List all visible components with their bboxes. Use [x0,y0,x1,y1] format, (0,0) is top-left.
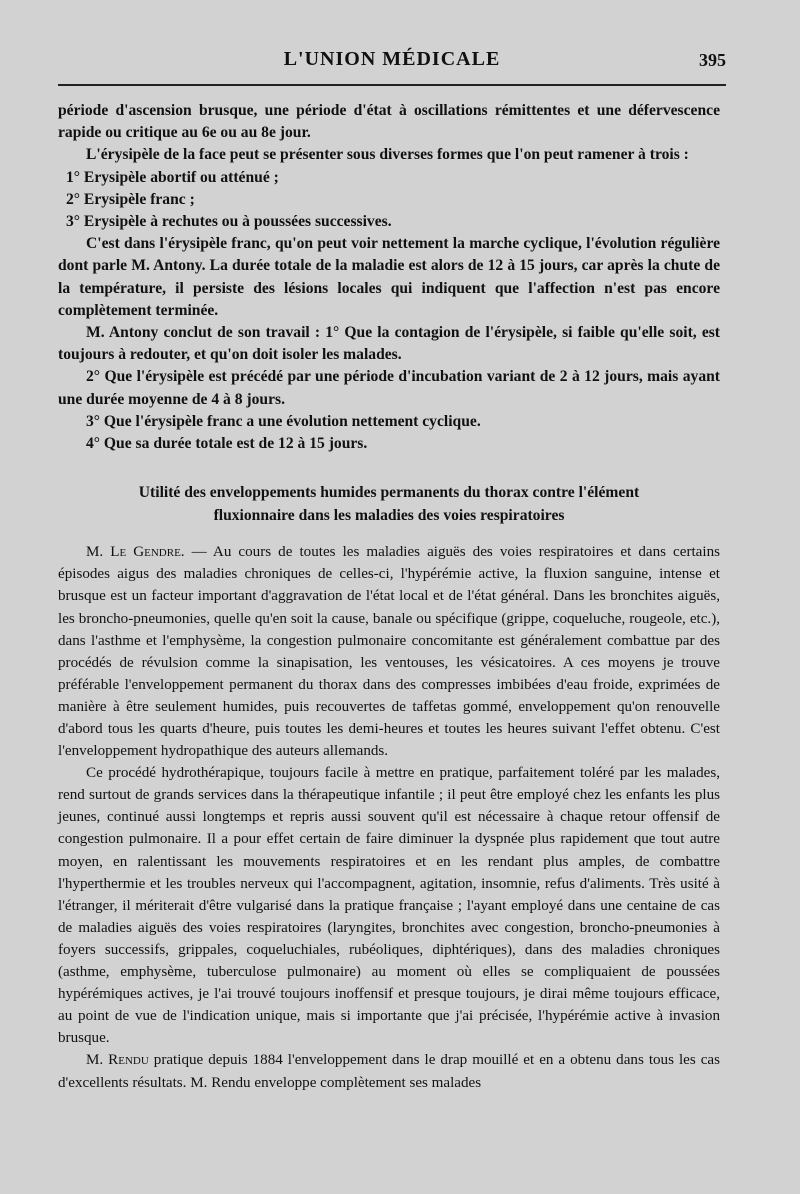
section-body [58,541,720,1093]
paragraph-conclusion-3: 3° Que l'érysipèle franc a une évolution nettement cyclique. [86,412,481,430]
paragraph-rendu-text: pratique depuis 1884 l'enveloppement dans le drap mouillé et en a obtenu dans tous les cas d'excellents résultats. M. Rendu enveloppe complètement ses malades [58,1052,720,1091]
section-heading-line-1: Utilité des enveloppements humides permanents du thorax contre l'élément [138,484,640,502]
running-title: L'UNION MÉDICALE [283,48,501,70]
paragraph-continuation: période d'ascension brusque, une période d'état à oscillations rémittentes et une défervescence rapide ou critique au 6e ou au 8e jour. [58,102,720,142]
article-body [58,86,720,1094]
author-name-rendu: M. Rendu [86,1052,149,1069]
paragraph-conclusion-2: 2° Que l'érysipèle est précédé par une période d'incubation variant de 2 à 12 jours, mais ayant une durée moyenne de 4 à 8 jours. [58,368,720,408]
section-heading [58,481,720,527]
list-item-relapses: 3° Erysipèle à rechutes ou à poussées successives. [66,213,392,231]
paragraph-legendre-text: — Au cours de toutes les maladies aiguës des voies respiratoires et dans certains épisodes aigus des maladies chroniques de celles-ci, l'hypérémie active, la fluxion sanguine, intense et brusque est un facteur important d'aggravation de l'état local et de l'état général. Dans les bronchites aiguës, les broncho-pneumonies, quelle qu'en soit la cause, banale ou spécifique (grippe, coqueluche, rougeole, etc.), dans l'asthme et l'emphysème, la congestion pulmonaire concomitante est généralement combattue par des procédés de révulsion comme la sinapisation, les ventouses, les vésicatoires. A ces moyens je trouve préférable l'enveloppement permanent du thorax dans des compresses imbibées d'eau froide, exprimées de manière à être seulement humides, puis recouvertes de taffetas gommé, enveloppement qu'on renouvelle d'abord tous les quarts d'heure, puis toutes les demi-heures et toutes les heures suivant l'effet obtenu. C'est l'enveloppement hydropathique des auteurs allemands. [58,544,720,760]
paragraph-rendu [58,1049,720,1093]
list-item-abortive: 1° Erysipèle abortif ou atténué ; [66,168,279,186]
paragraph-conclusion-4: 4° Que sa durée totale est de 12 à 15 jours. [86,435,368,453]
paragraph-hydrotherapy: Ce procédé hydrothérapique, toujours facile à mettre en pratique, parfaitement toléré par les malades, rend surtout de grands services dans la thérapeutique infantile ; il peut être employé chez les enfants les plus jeunes, continué aussi longtemps et repris aussi souvent qu'il est nécessaire à chaque retour offensif de congestion pulmonaire. Il a pour effet certain de faire diminuer la dyspnée plus rapidement que tout autre moyen, en ralentissant les mouvements respiratoires et en les rendant plus amples, de combattre l'hyperthermie et les troubles nerveux qui l'accompagnent, agitation, insomnie, refus d'aliments. Très usité à l'étranger, il mériterait d'être vulgarisé dans la pratique française ; l'ayant employé dans une centaine de cas de maladies aiguës des voies respiratoires (laryngites, bronchites avec congestion, broncho-pneumonies à foyers successifs, grippales, coqueluchiales, rubéoliques, diphtériques), dans des maladies chroniques (asthme, emphysème, tuberculose pulmonaire) au moment où elles se compliquaient de poussées hypérémiques actives, je l'ai trouvé toujours inoffensif et presque toujours, je dirai même toujours efficace, au point de vue de l'indication unique, mais si importante que j'ai précisée, l'hypérémie active à invasion brusque. [58,765,720,1047]
author-name: M. Le Gendre. [86,544,185,561]
paragraph-legendre [58,541,720,762]
paragraph-cyclic-course: C'est dans l'érysipèle franc, qu'on peut voir nettement la marche cyclique, l'évolution régulière dont parle M. Antony. La durée totale de la maladie est alors de 12 à 15 jours, car après la chute de la température, il persiste des lésions locales qui indiquent que l'affection n'est pas encore complètement terminée. [58,235,720,319]
section-heading-line-2: fluxionnaire dans les maladies des voies respiratoires [213,507,565,525]
list-item-frank: 2° Erysipèle franc ; [66,190,195,208]
paragraph-forms-intro: L'érysipèle de la face peut se présenter sous diverses formes que l'on peut ramener à trois : [86,146,689,164]
paragraph-conclusion-1: M. Antony conclut de son travail : 1° Que la contagion de l'érysipèle, si faible qu'elle soit, est toujours à redouter, et qu'on doit isoler les malades. [58,324,720,364]
page-number: 395 [699,50,726,70]
page-header [58,42,726,86]
